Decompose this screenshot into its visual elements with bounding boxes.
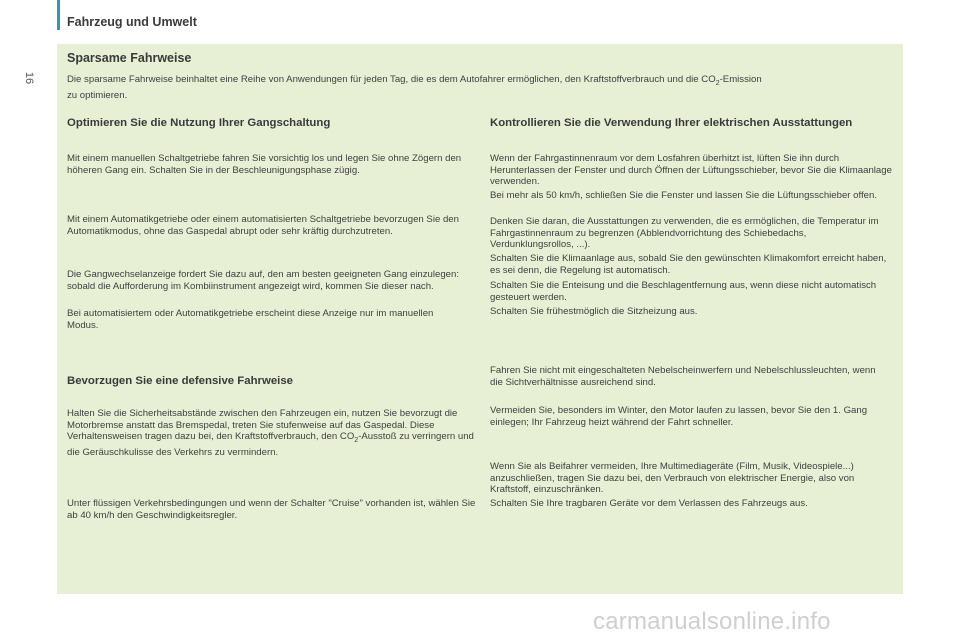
defensive-paragraph-2: Unter flüssigen Verkehrsbedingungen und wenn der Schalter "Cruise" vorhanden ist, wählen Sie ab 40 km/h den Geschwindigkeitsregler. xyxy=(67,498,476,521)
section-title: Fahrzeug und Umwelt xyxy=(67,15,197,29)
defensive-text-part2: -Ausstoß zu verringern und die Geräuschkulisse des Verkehrs zu vermindern. xyxy=(67,431,474,458)
gear-section-title: Optimieren Sie die Nutzung Ihrer Gangschaltung xyxy=(67,117,331,129)
electrical-paragraph-7: Fahren Sie nicht mit eingeschalteten Nebelscheinwerfern und Nebelschlussleuchten, wenn die Sichtverhältnisse ausreichend sind. xyxy=(490,365,876,388)
section-accent-bar xyxy=(57,0,60,30)
electrical-paragraph-1: Wenn der Fahrgastinnenraum vor dem Losfahren überhitzt ist, lüften Sie ihn durch Herunterlassen der Fenster und durch Öffnen der Lüftungsschieber, bevor Sie die Klimaanlage verwenden. xyxy=(490,153,892,188)
intro-title: Sparsame Fahrweise xyxy=(67,51,192,65)
defensive-text-part1: Halten Sie die Sicherheitsabstände zwischen den Fahrzeugen ein, nutzen Sie bevorzugt die Motorbremse anstatt das Bremspedal, treten Sie stufenweise auf das Gaspedal. Diese Verhaltensweisen tragen dazu bei, den Kraftstoffverbrauch, den CO xyxy=(67,408,458,443)
intro-text-line2: zu optimieren. xyxy=(67,89,128,101)
gear-paragraph-1: Mit einem manuellen Schaltgetriebe fahren Sie vorsichtig los und legen Sie ohne Zögern den höheren Gang ein. Schalten Sie in der Beschleunigungsphase zügig. xyxy=(67,153,462,176)
electrical-paragraph-9: Wenn Sie als Beifahrer vermeiden, Ihre Multimediageräte (Film, Musik, Videospiele...) anzuschließen, tragen Sie dazu bei, den Verbrauch von elektrischer Energie, also von Kraftstoff, einzuschränken. xyxy=(490,461,855,496)
electrical-paragraph-4: Schalten Sie die Klimaanlage aus, sobald Sie den gewünschten Klimakomfort erreicht haben, es sei denn, die Regelung ist automatisch. xyxy=(490,253,887,276)
electrical-paragraph-6: Schalten Sie frühestmöglich die Sitzheizung aus. xyxy=(490,306,698,317)
site-watermark: carmanualsonline.info xyxy=(593,608,831,635)
electrical-paragraph-3: Denken Sie daran, die Ausstattungen zu verwenden, die es ermöglichen, die Temperatur im Fahrgastinnenraum zu begrenzen (Abblendvorrichtung des Schiebedachs, Verdunklungsrollos, ...). xyxy=(490,216,879,251)
electrical-section-title: Kontrollieren Sie die Verwendung Ihrer elektrischen Ausstattungen xyxy=(490,117,853,129)
intro-subscript: 2 xyxy=(715,79,720,87)
electrical-paragraph-2: Bei mehr als 50 km/h, schließen Sie die Fenster und lassen Sie die Lüftungsschieber offen. xyxy=(490,190,877,201)
defensive-subscript: 2 xyxy=(354,437,359,445)
electrical-paragraph-5: Schalten Sie die Enteisung und die Beschlagentfernung aus, wenn diese nicht automatisch gesteuert werden. xyxy=(490,280,877,303)
gear-paragraph-3: Die Gangwechselanzeige fordert Sie dazu auf, den am besten geeigneten Gang einzulegen: sobald die Aufforderung im Kombiinstrument angezeigt wird, kommen Sie dieser nach. xyxy=(67,269,460,292)
gear-paragraph-4: Bei automatisiertem oder Automatikgetriebe erscheint diese Anzeige nur im manuellen Modus. xyxy=(67,308,434,331)
defensive-paragraph-1 xyxy=(67,408,475,458)
intro-text xyxy=(67,74,897,101)
defensive-section-title: Bevorzugen Sie eine defensive Fahrweise xyxy=(67,375,293,387)
electrical-paragraph-10: Schalten Sie Ihre tragbaren Geräte vor dem Verlassen des Fahrzeugs aus. xyxy=(490,498,808,509)
electrical-paragraph-8: Vermeiden Sie, besonders im Winter, den Motor laufen zu lassen, bevor Sie den 1. Gang einlegen; Ihr Fahrzeug heizt während der Fahrt schneller. xyxy=(490,405,868,428)
page-number: 16 xyxy=(23,71,36,85)
intro-text-part1: Die sparsame Fahrweise beinhaltet eine Reihe von Anwendungen für jeden Tag, die es dem Autofahrer ermöglichen, den Kraftstoffverbrauch und die CO xyxy=(67,74,716,85)
intro-text-part2: -Emission xyxy=(719,74,762,85)
gear-paragraph-2: Mit einem Automatikgetriebe oder einem automatisierten Schaltgetriebe bevorzugen Sie den Automatikmodus, ohne das Gaspedal abrupt oder sehr kräftig durchzutreten. xyxy=(67,214,459,237)
